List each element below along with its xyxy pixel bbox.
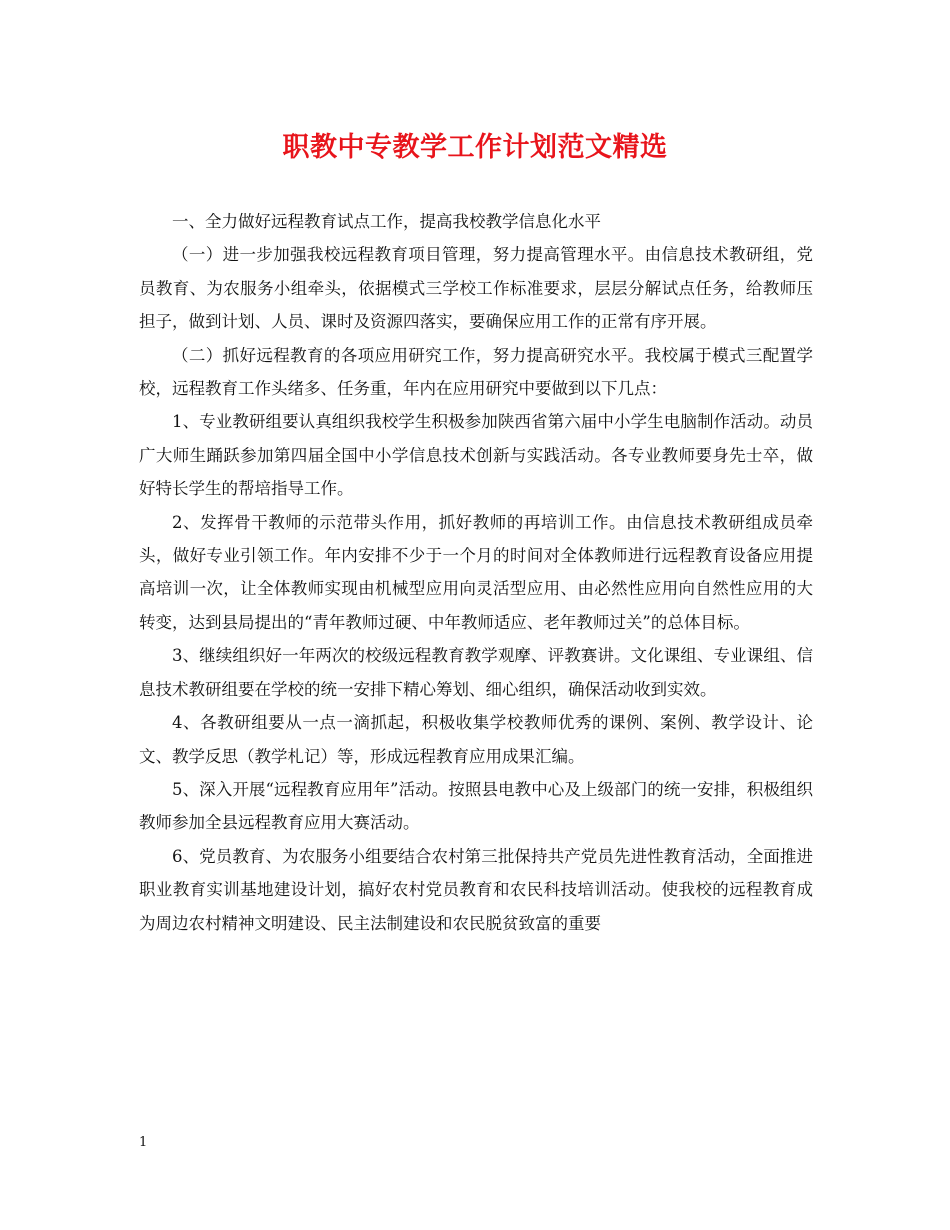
list-item-2: 2、发挥骨干教师的示范带头作用，抓好教师的再培训工作。由信息技术教研组成员牵头，做好专业引领工作。年内安排不少于一个月的时间对全体教师进行远程教育设备应用提高培训一次，让全体教师实现由机械型应用向灵活型应用、由必然性应用向自然性应用的大转变，达到县局提出的“青年教师过硬、中年教师适应、老年教师过关”的总体目标。 [139, 512, 813, 632]
paragraph-heading-1: 一、全力做好远程教育试点工作，提高我校教学信息化水平 [172, 212, 601, 231]
document-body [139, 205, 813, 940]
list-item-3: 3、继续组织好一年两次的校级远程教育教学观摩、评教赛讲。文化课组、专业课组、信息技术教研组要在学校的统一安排下精心筹划、细心组织，确保活动收到实效。 [139, 646, 813, 699]
list-item-4: 4、各教研组要从一点一滴抓起，积极收集学校教师优秀的课例、案例、教学设计、论文、教学反思（教学札记）等，形成远程教育应用成果汇编。 [139, 713, 813, 766]
list-item-5: 5、深入开展“远程教育应用年”活动。按照县电教中心及上级部门的统一安排，积极组织教师参加全县远程教育应用大赛活动。 [139, 779, 813, 833]
document-title: 职教中专教学工作计划范文精选 [282, 132, 668, 163]
paragraph-1-1: （一）进一步加强我校远程教育项目管理，努力提高管理水平。由信息技术教研组，党员教育、为农服务小组牵头，依据模式三学校工作标准要求，层层分解试点任务，给教师压担子，做到计划、人员、课时及资源四落实，要确保应用工作的正常有序开展。 [139, 245, 813, 332]
list-item-1: 1、专业教研组要认真组织我校学生积极参加陕西省第六届中小学生电脑制作活动。动员广大师生踊跃参加第四届全国中小学信息技术创新与实践活动。各专业教师要身先士卒，做好特长学生的帮培指导工作。 [139, 412, 813, 499]
paragraph-1-2: （二）抓好远程教育的各项应用研究工作，努力提高研究水平。我校属于模式三配置学校，远程教育工作头绪多、任务重，年内在应用研究中要做到以下几点： [139, 345, 813, 399]
page-number: 1 [139, 1135, 148, 1150]
list-item-6: 6、党员教育、为农服务小组要结合农村第三批保持共产党员先进性教育活动，全面推进职业教育实训基地建设计划，搞好农村党员教育和农民科技培训活动。使我校的远程教育成为周边农村精神文明建设、民主法制建设和农民脱贫致富的重要 [139, 846, 813, 933]
